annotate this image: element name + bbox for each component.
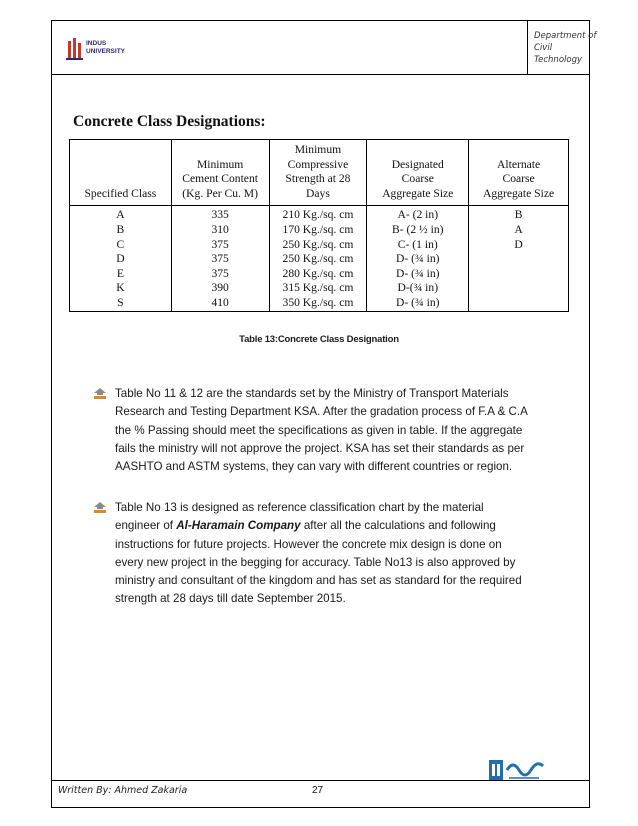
bullet-line: the % Passing should meet the specifications as given in table. If the aggregate xyxy=(115,423,523,437)
header-specified-class: Specified Class xyxy=(70,140,172,206)
table-row xyxy=(70,223,569,238)
cell-strength: 315 Kg./sq. cm xyxy=(269,281,367,296)
bullet-line: every new project in the begging for accuracy. Table No13 is also approved by xyxy=(115,555,516,569)
company-logo-icon xyxy=(489,756,547,784)
university-crest-icon xyxy=(66,37,84,61)
cell-class: E xyxy=(70,267,172,282)
table-row xyxy=(70,252,569,267)
bullet-line: instructions for future projects. However the concrete mix design is done on xyxy=(115,537,502,551)
table-row xyxy=(70,296,569,311)
logo-text-line: INDUS xyxy=(86,40,107,47)
table-row xyxy=(70,206,569,223)
cell-designated: D-(¾ in) xyxy=(367,281,469,296)
page-number: 27 xyxy=(312,785,324,796)
cell-strength: 350 Kg./sq. cm xyxy=(269,296,367,311)
university-logo xyxy=(66,37,146,61)
cell-strength: 210 Kg./sq. cm xyxy=(269,206,367,223)
cell-alternate: B xyxy=(469,206,569,223)
section-heading: Concrete Class Designations: xyxy=(73,113,266,130)
cell-cement: 375 xyxy=(171,238,269,253)
cell-cement: 390 xyxy=(171,281,269,296)
footer-author: Written By: Ahmed Zakaria xyxy=(58,785,188,796)
cell-designated: D- (¾ in) xyxy=(367,252,469,267)
cell-designated: C- (1 in) xyxy=(367,238,469,253)
bullet-line: engineer of Al-Haramain Company after all the calculations and following xyxy=(115,519,496,533)
cell-cement: 335 xyxy=(171,206,269,223)
cell-alternate xyxy=(469,281,569,296)
cell-designated: D- (¾ in) xyxy=(367,267,469,282)
cell-alternate xyxy=(469,252,569,267)
cell-alternate xyxy=(469,267,569,282)
department-line: Civil xyxy=(534,43,553,53)
cell-alternate: D xyxy=(469,238,569,253)
table-row xyxy=(70,267,569,282)
header-min-cement: Minimum Cement Content (Kg. Per Cu. M) xyxy=(171,140,269,206)
header-designated-aggregate: Designated Coarse Aggregate Size xyxy=(367,140,469,206)
bullet-line: strength at 28 days till date September 2015. xyxy=(115,592,346,606)
department-line: Technology xyxy=(534,55,583,65)
cell-cement: 375 xyxy=(171,267,269,282)
department-line: Department of xyxy=(534,31,597,41)
bullet-arrow-icon xyxy=(94,502,106,513)
table-header-row xyxy=(70,140,569,206)
cell-class: K xyxy=(70,281,172,296)
table-caption: Table 13:Concrete Class Designation xyxy=(239,334,399,345)
cell-strength: 250 Kg./sq. cm xyxy=(269,238,367,253)
table-row xyxy=(70,238,569,253)
department-label xyxy=(527,20,597,74)
bullet-line: Research and Testing Department KSA. After the gradation process of F.A & C.A xyxy=(115,405,528,419)
concrete-class-table xyxy=(69,139,569,312)
cell-designated: B- (2 ½ in) xyxy=(367,223,469,238)
company-name: Al-Haramain Company xyxy=(176,519,301,533)
cell-cement: 310 xyxy=(171,223,269,238)
cell-strength: 250 Kg./sq. cm xyxy=(269,252,367,267)
cell-class: C xyxy=(70,238,172,253)
cell-designated: A- (2 in) xyxy=(367,206,469,223)
cell-cement: 410 xyxy=(171,296,269,311)
cell-cement: 375 xyxy=(171,252,269,267)
cell-class: D xyxy=(70,252,172,267)
cell-alternate xyxy=(469,296,569,311)
logo-text-line: UNIVERSITY xyxy=(86,47,126,55)
bullet-arrow-icon xyxy=(94,388,106,399)
bullet-line: fails the ministry will not approve the project. KSA has set their standards as per xyxy=(115,441,525,455)
bullet-line: AASHTO and ASTM systems, they can vary with different countries or region. xyxy=(115,460,513,474)
header-divider xyxy=(51,74,589,75)
cell-class: S xyxy=(70,296,172,311)
bullet-line: Table No 13 is designed as reference classification chart by the material xyxy=(115,501,484,514)
cell-strength: 280 Kg./sq. cm xyxy=(269,267,367,282)
bullet-line: Table No 11 & 12 are the standards set by the Ministry of Transport Materials xyxy=(115,387,509,400)
cell-class: A xyxy=(70,206,172,223)
table-row xyxy=(70,281,569,296)
header-min-strength: Minimum Compressive Strength at 28 Days xyxy=(269,140,367,206)
bullet-line: ministry and consultant of the kingdom and has set as standard for the required xyxy=(115,574,522,588)
cell-alternate: A xyxy=(469,223,569,238)
cell-class: B xyxy=(70,223,172,238)
cell-strength: 170 Kg./sq. cm xyxy=(269,223,367,238)
header-alternate-aggregate: Alternate Coarse Aggregate Size xyxy=(469,140,569,206)
cell-designated: D- (¾ in) xyxy=(367,296,469,311)
